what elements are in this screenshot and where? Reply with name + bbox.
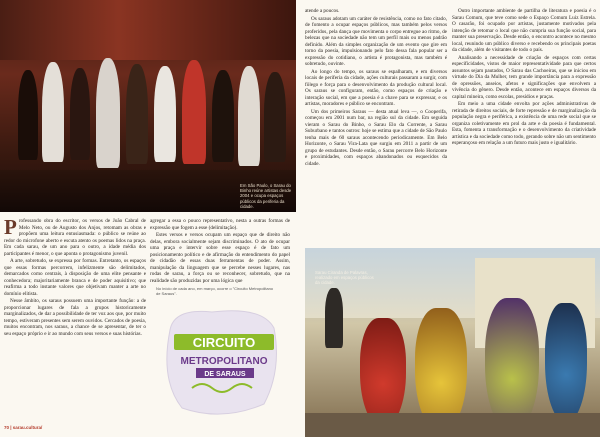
top-photo-caption: Em São Paulo, o Sarau do Binho reúne artistas desde 2004 e ocupa espaços públicos da periferia da cidade.: [240, 183, 292, 209]
paragraph: Outro importante ambiente de partilha de literatura e poesia é o Sarau Comum, que teve como sede o Espaço Comum Luiz Estrela. O casarão, foi ocupado por artistas, justamente motivados pela intenção de retomar o local que não cumpria sua função social, para manter sua preservação. Desde então, o encontro acontece no mesmo local, reunindo um público diverso e recebendo os principais poetas da cidade, além de visitantes de todo o país.: [452, 8, 596, 53]
photo-figure: [325, 288, 343, 348]
column-3: [305, 8, 447, 168]
photo-figure: [18, 70, 38, 160]
photo-figure: [70, 68, 90, 160]
paragraph: A arte, sobretudo, se expressa por formas. Entretanto, os espaços que essas formas percorrem, infelizmente são delimitados, demarcados como centrais, à disposição de uma elite pensante e conhecedora; majoritariamente branca e de poder aquisitivo; que reafirma a todo instante valores que objetivam manter a arte no domínio elitista.: [4, 258, 146, 297]
photo-figure: [126, 64, 148, 164]
photo-ground: [305, 413, 600, 437]
paragraph: atende a poucos.: [305, 8, 340, 14]
photo-figure: [182, 60, 206, 164]
photo-figure: [154, 66, 176, 162]
paragraph: Estes versos e versos ocupam um espaço que de direito não delas, embora socialmente sejam discriminados. O ato de ocupar uma praça e intervir sobre esse espaço é de fato um posicionamento político e de afirmação do entendimento do papel de cidadão de essas duas ferramentas de poder. Assim, manipulação da linguagem que se percebe nesses lugares, nas rodas de sarau, a força ou se reconhecer, sobretudo, que na realidade são produzidas por uma lógica que: [150, 232, 290, 284]
photo-figure: [238, 66, 260, 166]
photo-background-wall: [0, 0, 296, 60]
bottom-photo-caption: Sarau Ciranda de Palavras, realizado em espaços públicos da cidade.: [315, 270, 374, 286]
logo-line-2: METROPOLITANO: [180, 356, 268, 367]
paragraph: Nesse âmbito, os saraus possuem uma importante função: a de proporcionar lugares de fala a grupos historicamente marginalizados, de dar a possibilidade de ter voz aos que, por muito tempo, estiveram presentes sem serem ouvidos. Cercados de poesia, muitos encontram, nos saraus, a chance de se apresentar, de ter o seu espaço próprio e ir ao mundo com seus versos e suas histórias.: [4, 298, 146, 337]
paragraph: Analisando a necessidade de criação de espaços com certas especificidades, vistos de maior representatividade para que certos assuntos sejam pautados, O Sarau das Cachoeiras, que se iniciou em virtude do Dia da Mulher, tem grande importância para a expressão de opressões, anseios, afetos e significações que envolvem a vivência do gênero. Desde então, acontece em espaços diversos da capital mineira, como escolas, presídios e praças.: [452, 54, 596, 100]
photo-dancer: [545, 303, 587, 423]
paragraph: Em meio a uma cidade envolta por ações administrativas de retirada de direitos sociais, de forte repressão e de marginalização da população negra e periférica, a existência de uma rede social que se organiza coletivamente em prol da arte e da poesia é fundamental. Esta, fomenta a transformação e o desenvolvimento da criatividade artística e da sociedade como todo, gerando sobre não um sentimento esperançoso em relação a um futuro mais justo e igualitário.: [452, 101, 596, 146]
drop-cap: P: [4, 215, 17, 239]
logo-line-3: DE SARAUS: [204, 371, 246, 378]
circuito-logo-block: [152, 286, 288, 426]
paragraph: Os saraus adotam um caráter de resistência, como no fato citado, de fomento a ocupar espaços públicos, mas também pelos versos proferidos, pela dança que movimenta o corpo entregue ao ritmo, de belezas que na sociedade não tem um perfil mais ou menos padrão definido. Além da simples organização de um evento que gire em torno da poesia, impulsionando pelo fato dessa fala popular ser a expressão do cotidiano, o artista é protagonista, mas também é sobretudo, ouvinte.: [305, 15, 447, 67]
photo-figure: [212, 70, 234, 162]
paragraph: Professando obra do escritor, os versos de João Cabral de Melo Neto, ou de Augusto dos Anjos, retomam as obras e propõem uma leitura entusiasmada: o público se reúne ao redor do microfone aberto e escuta atento os poemas lidos na praça. Em cada sarau, de um ano para o outro, a idade média dos participantes é menor, o que aponta o protagonismo juvenil.: [4, 215, 146, 257]
paragraph: Ao longo do tempo, os saraus se espalharam, e em diversos locais de periferia da cidade, ações culturais passaram a surgir, com fôlego e força para o desenvolvimento da produção cultural local. Os saraus se configuram, então, como espaços de criação e interação social, em que a poesia é a chave para se expressar, e os artistas, moradores e público se encontram.: [305, 68, 447, 107]
logo-line-1: CIRCUITO: [192, 335, 256, 350]
photo-figure: [96, 58, 120, 168]
photo-figure: [42, 62, 64, 162]
column-4: [452, 8, 596, 148]
photo-figure: [264, 72, 286, 162]
top-photo: [0, 0, 296, 212]
logo-caption: No início de cada ano, em março, ocorre o "Circuito Metropolitano de Saraus".: [156, 286, 274, 296]
circuito-logo: [152, 300, 288, 426]
paragraph: Um dos primeiros Saraus — desta atual leva —, o Cooperifa, começou em 2001 num bar, na região sul da cidade. Em seguida vieram o Sarau do Binho, o Sarau Elo da Corrente, a Sarau Suburbano e tantos outros: hoje se estima que a cidade de São Paulo tenha mais de 60 saraus acontecendo periodicamente. Em Belo Horizonte, o Sarau Vira-Lata que surgiu em 2011 a partir de um grupo de estudantes. Desde então, o Sarau percorre Belo Horizonte e proximidades, com espaços abandonados ou esquecidos da cidade.: [305, 108, 447, 167]
bottom-photo: [305, 248, 600, 437]
paragraph: agregar a essa o pouco representativo, nesta a outras formas de expressão que fogem a esse (delimitação).: [150, 218, 290, 231]
column-1: [4, 215, 146, 338]
photo-dancer: [360, 318, 406, 428]
column-2: [150, 218, 290, 285]
page-footer: 70 | sarau.cultura/: [4, 425, 43, 430]
